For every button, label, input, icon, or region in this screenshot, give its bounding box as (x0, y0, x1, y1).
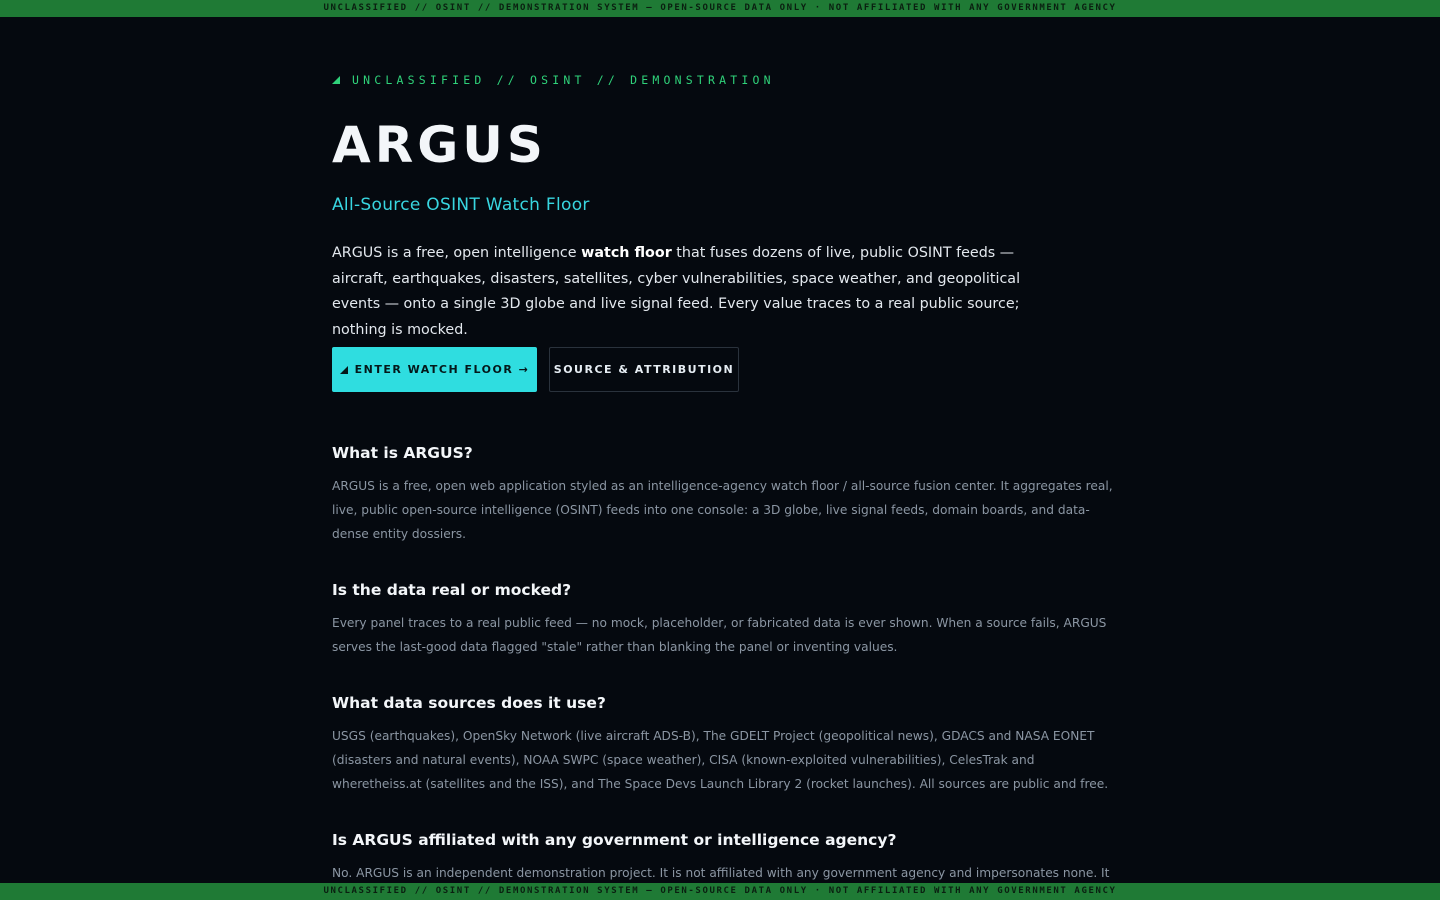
source-attribution-label: SOURCE & ATTRIBUTION (553, 363, 735, 376)
faq-item (332, 579, 1122, 659)
intro-paragraph (332, 241, 1022, 343)
source-attribution-button[interactable] (549, 347, 739, 392)
faq-question: What is ARGUS? (332, 444, 473, 462)
classification-banner-top: UNCLASSIFIED // OSINT // DEMONSTRATION SYSTEM — OPEN-SOURCE DATA ONLY · NOT AFFILIATED WITH ANY GOVERNMENT AGENCY (0, 0, 1440, 17)
faq-answer: No. ARGUS is an independent demonstration project. It is not affiliated with any government agency and impersonates none. It (332, 866, 1110, 880)
faq-question: What data sources does it use? (332, 694, 606, 712)
classification-banner-bottom: UNCLASSIFIED // OSINT // DEMONSTRATION SYSTEM — OPEN-SOURCE DATA ONLY · NOT AFFILIATED WITH ANY GOVERNMENT AGENCY (0, 883, 1440, 900)
intro-text-before: ARGUS is a free, open intelligence (332, 245, 582, 261)
triangle-corner-icon (340, 366, 348, 374)
faq-answer: Every panel traces to a real public feed — no mock, placeholder, or fabricated data is ever shown. When a source fails, ARGUS serves the last-good data flagged "stale" rather than blanking the panel or inventing values. (332, 616, 1107, 654)
page-subtitle: All-Source OSINT Watch Floor (332, 195, 590, 215)
faq-question: Is the data real or mocked? (332, 581, 572, 599)
enter-watch-floor-button[interactable] (332, 347, 537, 392)
classification-kicker (332, 73, 775, 87)
intro-text-after: that fuses dozens of live, public OSINT feeds — aircraft, earthquakes, disasters, satellites, cyber vulnerabilities, space weather, and geopolitical events — onto a single 3D globe and live signal feed. Every value traces to a real public source; nothing is mocked. (332, 245, 1021, 338)
faq-item (332, 829, 1122, 883)
intro-text-bold: watch floor (581, 245, 672, 261)
kicker-text: UNCLASSIFIED // OSINT // DEMONSTRATION (352, 73, 775, 87)
page-title: ARGUS (332, 116, 547, 174)
landing-content (332, 17, 1122, 883)
faq-answer: USGS (earthquakes), OpenSky Network (live aircraft ADS-B), The GDELT Project (geopolitical news), GDACS and NASA EONET (disasters and natural events), NOAA SWPC (space weather), CISA (known-exploited vulnerabilities), CelesTrak and wheretheiss.at (satellites and the ISS), and The Space Devs Launch Library 2 (rocket launches). All sources are public and free. (332, 729, 1109, 791)
faq-answer: ARGUS is a free, open web application styled as an intelligence-agency watch floor / all-source fusion center. It aggregates real, live, public open-source intelligence (OSINT) feeds into one console: a 3D globe, live signal feeds, domain boards, and data-dense entity dossiers. (332, 479, 1113, 541)
faq-item (332, 692, 1122, 796)
enter-watch-floor-label: ENTER WATCH FLOOR → (354, 363, 530, 376)
faq-question: Is ARGUS affiliated with any government or intelligence agency? (332, 831, 897, 849)
faq-item (332, 442, 1122, 546)
triangle-corner-icon (332, 76, 340, 84)
